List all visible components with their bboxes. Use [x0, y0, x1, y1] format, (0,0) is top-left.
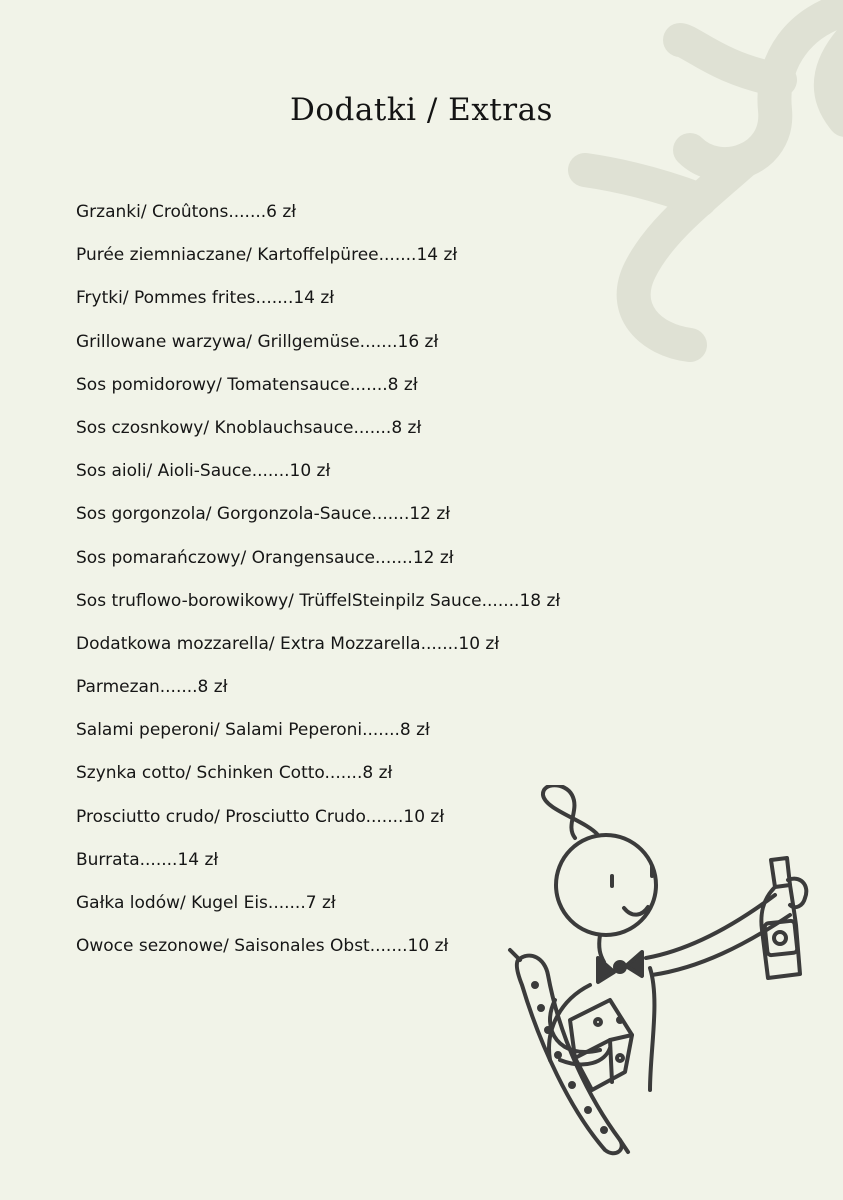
menu-item: Sos czosnkowy/ Knoblauchsauce.......8 zł [76, 417, 422, 438]
menu-item: Prosciutto crudo/ Prosciutto Crudo.......10 zł [76, 806, 445, 827]
menu-item: Szynka cotto/ Schinken Cotto.......8 zł [76, 763, 393, 784]
menu-item: Sos truflowo-borowikowy/ TrüffelSteinpilz Sauce.......18 zł [76, 590, 561, 611]
menu-item: Parmezan.......8 zł [76, 677, 228, 698]
menu-item: Salami peperoni/ Salami Peperoni.......8 zł [76, 720, 430, 741]
menu-item: Purée ziemniaczane/ Kartoffelpüree.......14 zł [76, 245, 458, 266]
menu-item: Dodatkowa mozzarella/ Extra Mozzarella.......10 zł [76, 633, 500, 654]
menu-item: Frytki/ Pommes frites.......14 zł [76, 288, 335, 309]
menu-item: Sos pomidorowy/ Tomatensauce.......8 zł [76, 374, 418, 395]
menu-item: Grillowane warzywa/ Grillgemüse.......16 zł [76, 331, 439, 352]
menu-item: Owoce sezonowe/ Saisonales Obst.......10 zł [76, 936, 449, 957]
menu-item: Sos gorgonzola/ Gorgonzola-Sauce.......12 zł [76, 504, 451, 525]
menu-item: Grzanki/ Croûtons.......6 zł [76, 202, 297, 222]
page-title: Dodatki / Extras [290, 92, 553, 128]
menu-item: Sos pomarańczowy/ Orangensauce.......12 zł [76, 547, 454, 568]
menu-item: Sos aioli/ Aioli-Sauce.......10 zł [76, 461, 331, 482]
menu-item: Burrata.......14 zł [76, 849, 219, 870]
chef-mascot-illustration [500, 785, 820, 1165]
menu-item: Gałka lodów/ Kugel Eis.......7 zł [76, 893, 336, 913]
